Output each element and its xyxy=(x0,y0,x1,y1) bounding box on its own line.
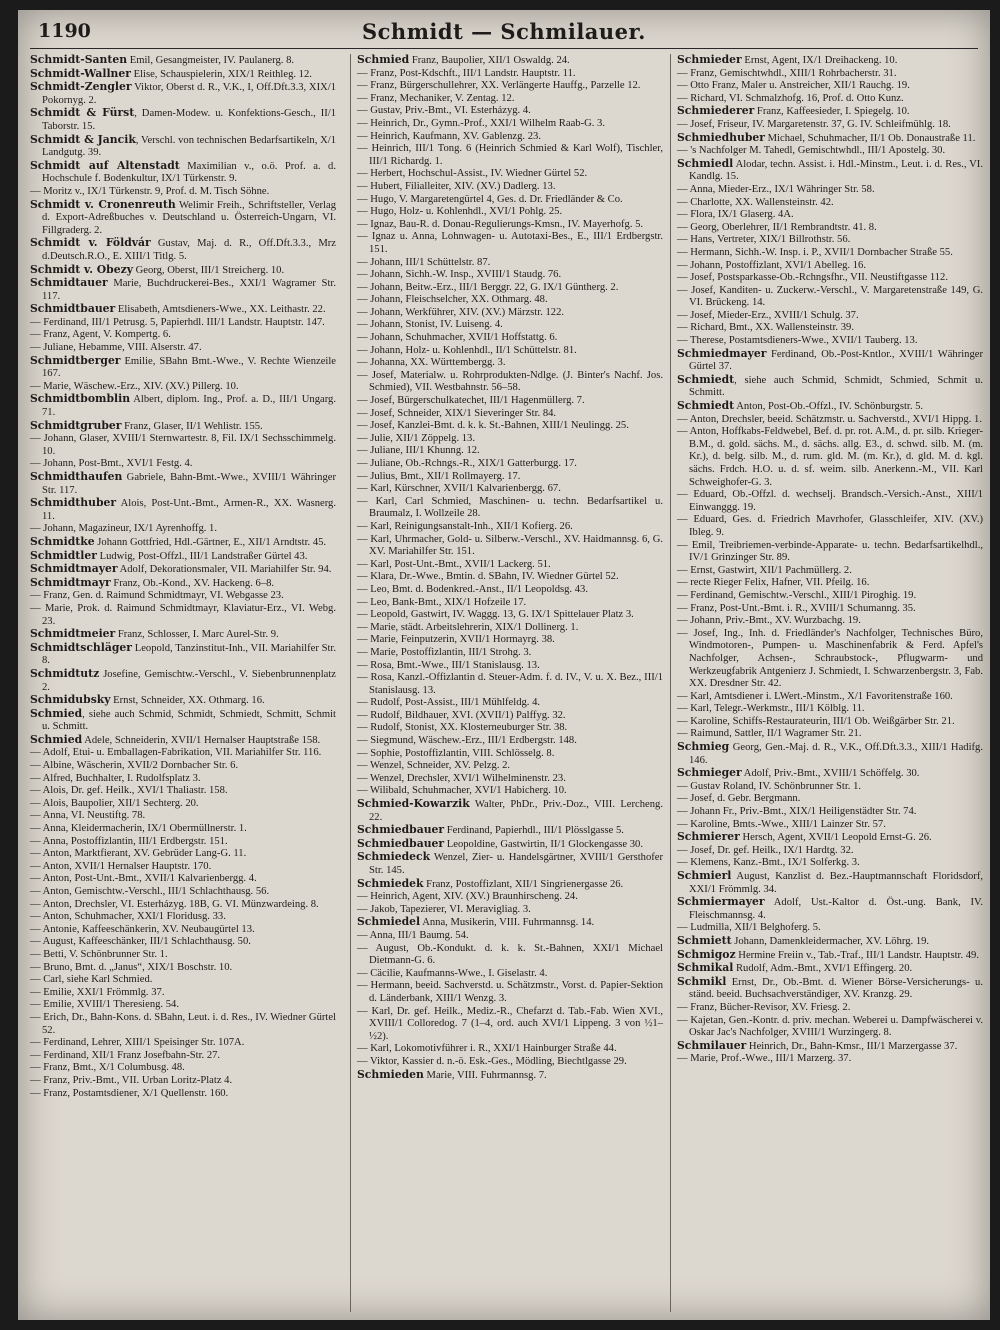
directory-entry: Schmidtmayr Franz, Ob.-Kond., XV. Hackeng. 6–8. xyxy=(30,575,275,589)
directory-entry: — Leo, Bank-Bmt., XIX/1 Hofzeile 17. xyxy=(357,596,527,608)
directory-entry: — Ferdinand, Lehrer, XIII/1 Speisinger Str. 107A. xyxy=(30,1037,245,1049)
directory-entry: Schmidt & Fürst, Damen-Modew. u. Konfektions-Gesch., II/1 Taborstr. 15. xyxy=(30,106,336,132)
directory-entry: — Karl, Amtsdiener i. LWert.-Minstm., X/1 Favoritenstraße 160. xyxy=(677,690,953,702)
directory-entry: — Johann, Priv.-Bmt., XV. Wurzbachg. 19. xyxy=(677,615,861,627)
page-header xyxy=(30,18,978,49)
directory-entry: — Franz, Post-Kdschft., III/1 Landstr. Hauptstr. 11. xyxy=(357,67,576,79)
directory-entry: Schmigoz Hermine Freiin v., Tab.-Traf., III/1 Landstr. Hauptstr. 49. xyxy=(677,947,980,961)
directory-entry: — Anna, Kleidermacherin, IX/1 Obermüllnerstr. 1. xyxy=(30,823,247,835)
directory-entry: — Charlotte, XX. Wallensteinstr. 42. xyxy=(677,196,834,208)
directory-entry: — Johann, Fleischselcher, XX. Othmarg. 48. xyxy=(357,294,548,306)
directory-entry: — Josef, Schneider, XIX/1 Sieveringer Str. 84. xyxy=(357,407,557,419)
directory-entry: — Karoline, Bmts.-Wwe., XIII/1 Lainzer Str. 57. xyxy=(677,818,886,830)
directory-entry: Schmidt auf Altenstadt Maximilian v., o.ö. Prof. a. d. Hochschule f. Bodenkultur, IX/1 Türkenstr. 9. xyxy=(30,158,336,185)
directory-entry: Schmiedeck Wenzel, Zier- u. Handelsgärtner, XVIII/1 Gersthofer Str. 145. xyxy=(357,850,663,876)
directory-entry: — Richard, Bmt., XX. Wallensteinstr. 39. xyxy=(677,322,854,334)
directory-entry: — Karl, Kürschner, XVII/1 Kalvarienbergg. 67. xyxy=(357,483,561,495)
directory-entry: — 's Nachfolger M. Tahedl, Gemischtwhdl., III/1 Apostelg. 30. xyxy=(677,145,946,157)
directory-entry: — Anton, Hoffkabs-Feldwebel, Bef. d. pr. rot. A.M., d. pr. silb. Krieger-B.M., d. gold. sächs. M., d. sächs. allg. E3., d. schwd. silb. M. (m. Kr.), d. belg. silb. M., d. rum. gld. M. (m. Kr.), d. gld. M. d. kgl. sächs. Frdch. H.O. u. d. sf. weim. silb. Anerkenn.-M., VII. Karl Schweighofer-G. 3. xyxy=(677,426,983,488)
directory-entry: — Franz, Bücher-Revisor, XV. Friesg. 2. xyxy=(677,1001,851,1013)
directory-entry: — Johann Fr., Priv.-Bmt., XIX/1 Heiligenstädter Str. 74. xyxy=(677,806,917,818)
directory-entry: — Johann, Postoffizlant, XVI/1 Abelleg. 16. xyxy=(677,259,867,271)
directory-entry: Schmiedbauer Ferdinand, Papierhdl., III/1 Plösslgasse 5. xyxy=(357,823,624,837)
directory-entry: Schmied, siehe auch Schmid, Schmidt, Schmiedt, Schmitt, Schmit u. Schmitt. xyxy=(30,706,336,733)
column-3 xyxy=(670,54,983,1312)
directory-entry: — Josef, Bürgerschulkatechet, III/1 Hagenmüllerg. 7. xyxy=(357,395,585,407)
directory-entry: — Julius, Bmt., XII/1 Rollmayerg. 17. xyxy=(357,470,521,482)
directory-entry: — Raimund, Sattler, II/1 Wagramer Str. 21. xyxy=(677,728,862,740)
directory-entry: Schmidt v. Obezy Georg, Oberst, III/1 Streicherg. 10. xyxy=(30,262,285,276)
directory-entry: — Anna, VI. Neustiftg. 78. xyxy=(30,810,146,822)
directory-entry: — Georg, Oberlehrer, II/1 Rembrandtstr. 41. 8. xyxy=(677,221,877,233)
directory-entry: — Marie, städt. Arbeitslehrerin, XIX/1 Dollinerg. 1. xyxy=(357,621,579,633)
directory-entry: — Johann, Beitw.-Erz., III/1 Berggr. 22, G. IX/1 Güntherg. 2. xyxy=(357,281,619,293)
directory-entry: — Rosa, Bmt.-Wwe., III/1 Stanislausg. 13. xyxy=(357,659,540,671)
directory-entry: — Moritz v., IX/1 Türkenstr. 9, Prof. d. M. Tisch Söhne. xyxy=(30,185,270,197)
directory-entry: Schmiedl Alodar, techn. Assist. i. Hdl.-Minstm., Leut. i. d. Res., VI. Kandlg. 15. xyxy=(677,156,983,183)
directory-entry: Schmidt & Jancik, Verschl. von technischen Bedarfsartikeln, X/1 Landgutg. 39. xyxy=(30,132,336,159)
directory-entry: Schmiedt, siehe auch Schmid, Schmidt, Schmied, Schmit u. Schmitt. xyxy=(677,372,983,399)
directory-entry: — Johann, III/1 Schüttelstr. 87. xyxy=(357,256,491,268)
directory-entry: Schmidtberger Emilie, SBahn Bmt.-Wwe., V. Rechte Wienzeile 167. xyxy=(30,353,336,380)
directory-entry: — Johann, Stonist, IV. Luiseng. 4. xyxy=(357,319,503,331)
directory-entry: — Albine, Wäscherin, XVII/2 Dornbacher Str. 6. xyxy=(30,760,239,772)
directory-entry: — Ignaz u. Anna, Lohnwagen- u. Autotaxi-Bes., E., III/1 Erdbergstr. 151. xyxy=(357,231,663,255)
directory-entry: — Emil, Treibriemen-verbinde-Apparate- u. techn. Bedarfsartikelhdl., IV/1 Grinzinger Str. 89. xyxy=(677,539,983,564)
directory-entry: — Rudolf, Bildhauer, XVI. (XVII/1) Palffyg. 32. xyxy=(357,709,566,721)
directory-entry: — Bruno, Bmt. d. „Janus“, XIX/1 Boschstr. 10. xyxy=(30,961,233,973)
directory-entry: — Anton, Drechsler, VI. Esterházyg. 18B, G. VI. Münzwardeing. 8. xyxy=(30,898,319,910)
directory-entry: — Heinrich, III/1 Tong. 6 (Heinrich Schmied & Karl Wolf), Tischler, III/1 Richardg. 1. xyxy=(357,143,663,167)
directory-entry: — Josef, d. Gebr. Bergmann. xyxy=(677,793,801,805)
directory-entry: — Sophie, Postoffizlantin, VIII. Schlösselg. 8. xyxy=(357,747,555,759)
directory-entry: — Richard, VI. Schmalzhofg. 16, Prof. d. Otto Kunz. xyxy=(677,92,904,104)
directory-entry: Schmidtmayer Adolf, Dekorationsmaler, VII. Mariahilfer Str. 94. xyxy=(30,562,332,576)
directory-entry: Schmieder Ernst, Agent, IX/1 Dreihackeng. 10. xyxy=(677,54,898,66)
directory-entry: — Franz, Bmt., X/1 Columbusg. 48. xyxy=(30,1062,185,1074)
directory-entry: — Johann, Post-Bmt., XVI/1 Festg. 4. xyxy=(30,458,193,470)
directory-entry: — August, Kaffeeschänker, III/1 Schlachthausg. 50. xyxy=(30,936,251,948)
directory-entry: — Emilie, XXI/1 Frömmlg. 37. xyxy=(30,986,165,998)
directory-entry: Schmidtauer Marie, Buchdruckerei-Bes., XXI/1 Wagramer Str. 117. xyxy=(30,276,336,302)
directory-entry: — Josef, Mieder-Erz., XVIII/1 Schulg. 37. xyxy=(677,309,859,321)
directory-entry: — Anna, Postoffizlantin, III/1 Erdbergstr. 151. xyxy=(30,835,228,847)
directory-entry: — Karl, Post-Unt.-Bmt., XVII/1 Lackerg. 51. xyxy=(357,558,551,570)
directory-entry: — Johann, Holz- u. Kohlenhdl., II/1 Schüttelstr. 81. xyxy=(357,344,577,356)
directory-entry: Schmiermayer Adolf, Ust.-Kaltor d. Öst.-ung. Bank, IV. Fleischmannsg. 4. xyxy=(677,895,983,921)
directory-entry: — Karl, Lokomotivführer i. R., XXI/1 Hainburger Straße 44. xyxy=(357,1043,617,1055)
directory-entry: — Adolf, Etui- u. Emballagen-Fabrikation, VII. Mariahilfer Str. 116. xyxy=(30,747,322,759)
directory-entry: — Franz, Agent, V. Kompertg. 6. xyxy=(30,329,171,341)
directory-entry: — Rudolf, Stonist, XX. Klosterneuburger Str. 38. xyxy=(357,722,568,734)
directory-entry: — Marie, Wäschew.-Erz., XIV. (XV.) Pillerg. 10. xyxy=(30,380,239,392)
directory-entry: — Anton, XVII/1 Hernalser Hauptstr. 170. xyxy=(30,860,212,872)
directory-entry: — Josef, Postsparkasse-Ob.-Rchngsfhr., VII. Neustiftgasse 112. xyxy=(677,272,948,284)
directory-entry: — Heinrich, Kaufmann, XV. Gablenzg. 23. xyxy=(357,130,541,142)
directory-entry: — Johann, Sichh.-W. Insp., XVIII/1 Staudg. 76. xyxy=(357,269,562,281)
page-number: 1190 xyxy=(38,20,91,42)
directory-entry: Schmidtbomblin Albert, diplom. Ing., Prof. a. D., III/1 Ungarg. 71. xyxy=(30,392,336,419)
directory-entry: — Johann, Magazineur, IX/1 Ayrenhoffg. 1. xyxy=(30,523,217,535)
directory-entry: — Franz, Post-Unt.-Bmt. i. R., XVIII/1 Schumanng. 35. xyxy=(677,602,916,614)
directory-entry: — Karl, Carl Schmied, Maschinen- u. techn. Bedarfsartikel u. Braumalz, I. Wollzeile 28. xyxy=(357,495,663,520)
directory-entry: — Anton, Gemischtw.-Verschl., III/1 Schlachthausg. 56. xyxy=(30,886,270,897)
directory-entry: — Anton, Drechsler, beeid. Schätzmstr. u. Sachverstd., XVI/1 Hippg. 1. xyxy=(677,413,982,425)
directory-entry: — Josef, Kanditen- u. Zuckerw.-Verschl., V. Margaretenstraße 149, G. VI. Brückeng. 14. xyxy=(677,284,983,309)
directory-entry: — Anna, Mieder-Erz., IX/1 Währinger Str. 58. xyxy=(677,183,875,195)
directory-entry: — Marie, Feinputzerin, XVII/1 Hormayrg. 38. xyxy=(357,634,555,646)
directory-entry: — Karl, Telegr.-Werkmstr., III/1 Kölblg. 11. xyxy=(677,703,865,715)
directory-entry: — Alois, Dr. gef. Heilk., XVI/1 Thaliastr. 158. xyxy=(30,785,228,797)
directory-entry: Schmidthuber Alois, Post-Unt.-Bmt., Armen-R., XX. Wasnerg. 11. xyxy=(30,496,336,522)
directory-entry: — Johanna, XX. Württembergg. 3. xyxy=(357,357,506,369)
directory-entry: — Anton, Schuhmacher, XXI/1 Floridusg. 33. xyxy=(30,911,226,923)
directory-entry: Schmiederer Franz, Kaffeesieder, I. Spiegelg. 10. xyxy=(677,104,910,118)
directory-entry: — Erich, Dr., Bahn-Kons. d. SBahn, Leut. i. d. Res., IV. Wiedner Gürtel 52. xyxy=(30,1011,336,1036)
directory-page xyxy=(18,10,990,1320)
directory-entry: Schmidt-Wallner Elise, Schauspielerin, XIX/1 Reithleg. 12. xyxy=(30,66,312,80)
directory-entry: — Viktor, Kassier d. n.-ö. Esk.-Ges., Mödling, Biechtlgasse 29. xyxy=(357,1055,627,1067)
directory-entry: — Hugo, V. Margaretengürtel 4, Ges. d. Dr. Friedländer & Co. xyxy=(357,193,623,205)
directory-entry: Schmierer Hersch, Agent, XVII/1 Leopold Ernst-G. 26. xyxy=(677,830,932,844)
directory-entry: Schmied-Kowarzik Walter, PhDr., Priv.-Doz., VIII. Lercheng. 22. xyxy=(357,797,663,823)
directory-entry: — recte Rieger Felix, Hafner, VII. Pfeilg. 16. xyxy=(677,577,870,589)
directory-entry: Schmiedbauer Leopoldine, Gastwirtin, II/1 Glockengasse 30. xyxy=(357,836,644,850)
directory-entry: — Juliane, III/1 Khunng. 12. xyxy=(357,445,480,457)
directory-entry: — Hans, Vertreter, XIX/1 Billrothstr. 56. xyxy=(677,234,851,246)
directory-entry: Schmidtler Ludwig, Post-Offzl., III/1 Landstraßer Gürtel 43. xyxy=(30,548,308,562)
directory-entry: — Kajetan, Gen.-Kontr. d. priv. mechan. Weberei u. Dampfwäscherei v. Oskar Jac's Nachfolger, XVIII/1 Wurzingerg. 8. xyxy=(677,1014,983,1039)
directory-entry: — Anton, Marktfierant, XV. Gebrüder Lang-G. 11. xyxy=(30,848,247,860)
directory-entry: Schmieden Marie, VIII. Fuhrmannsg. 7. xyxy=(357,1067,547,1081)
directory-entry: — Hubert, Filialleiter, XIV. (XV.) Dadlerg. 13. xyxy=(357,180,556,192)
directory-entry: — Eduard, Ob.-Offzl. d. wechselj. Brandsch.-Versich.-Anst., XIII/1 Einwanggg. 19. xyxy=(677,489,983,513)
directory-entry: — Marie, Prok. d. Raimund Schmidtmayr, Klaviatur-Erz., VI. Webg. 23. xyxy=(30,602,336,627)
column-2 xyxy=(350,54,663,1312)
directory-entry: — Emilie, XVIII/1 Theresieng. 54. xyxy=(30,999,179,1011)
directory-entry: — Eduard, Ges. d. Friedrich Mavrhofer, Glasschleifer, XIV. (XV.) Ibleg. 9. xyxy=(677,514,983,538)
directory-entry: — Alois, Baupolier, XII/1 Sechterg. 20. xyxy=(30,797,199,809)
directory-entry: — Heinrich, Agent, XIV. (XV.) Braunhirscheng. 24. xyxy=(357,891,578,903)
directory-entry: — Herbert, Hochschul-Assist., IV. Wiedner Gürtel 52. xyxy=(357,168,588,180)
directory-entry: — Ludmilla, XII/1 Belghoferg. 5. xyxy=(677,922,821,934)
directory-entry: Schmidt-Zengler Viktor, Oberst d. R., V.K., I, Off.Dft.3.3, XIX/1 Pokornyg. 2. xyxy=(30,80,336,106)
directory-entry: — Franz, Gemischtwhdl., XIII/1 Rohrbacherstr. 31. xyxy=(677,67,897,79)
directory-entry: Schmidubsky Ernst, Schneider, XX. Othmarg. 16. xyxy=(30,693,265,707)
directory-entry: Schmieg Georg, Gen.-Maj. d. R., V.K., Off.Dft.3.3., XIII/1 Hadifg. 146. xyxy=(677,740,983,766)
directory-entry: — Josef, Materialw. u. Rohrprodukten-Ndlge. (J. Binter's Nachf. Jos. Schmied), VII. Westbahnstr. 56–58. xyxy=(357,369,663,394)
directory-entry: — Josef, Dr. gef. Heilk., IX/1 Hardtg. 32. xyxy=(677,844,854,856)
directory-entry: Schmiett Johann, Damenkleidermacher, XV. Löhrg. 19. xyxy=(677,933,930,947)
directory-entry: Schmidtbauer Elisabeth, Amtsdieners-Wwe., XX. Leithastr. 22. xyxy=(30,302,326,316)
directory-entry: — Franz, Mechaniker, V. Zentag. 12. xyxy=(357,92,515,104)
directory-entry: — Juliane, Hebamme, VIII. Alserstr. 47. xyxy=(30,342,202,354)
directory-entry: — Ferdinand, Gemischtw.-Verschl., XIII/1 Piroghig. 19. xyxy=(677,589,917,601)
directory-entry: Schmidtschläger Leopold, Tanzinstitut-Inh., VII. Mariahilfer Str. 8. xyxy=(30,640,336,667)
directory-entry: — Franz, Priv.-Bmt., VII. Urban Loritz-Platz 4. xyxy=(30,1074,233,1086)
directory-entry: Schmieger Adolf, Priv.-Bmt., XVIII/1 Schöffelg. 30. xyxy=(677,766,920,780)
directory-entry: Schmidt-Santen Emil, Gesangmeister, IV. Paulanerg. 8. xyxy=(30,54,295,66)
directory-entry: — Gustav, Priv.-Bmt., VI. Esterházyg. 4. xyxy=(357,105,531,117)
directory-entry: — Betti, V. Schönbrunner Str. 1. xyxy=(30,948,168,960)
directory-entry: — Josef, Ing., Inh. d. Friedländer's Nachfolger, Technisches Büro, Windmotoren-, Pumpen- u. Maschinenfabrik & Ferd. Apfel's Nachfolger, Achsen-, Schraubstock-, Pflugwarm- und Werkzeugfabrik Antgenierz J. Schmiedt, I. Schwarzenbergstr. 3, Fab. XX. Dresdner Str. 42. xyxy=(677,627,983,690)
directory-entry: — Flora, IX/1 Glaserg. 4A. xyxy=(677,209,794,221)
directory-entry: Schmidthaufen Gabriele, Bahn-Bmt.-Wwe., XVIII/1 Währinger Str. 117. xyxy=(30,470,336,496)
directory-entry: — August, Ob.-Kondukt. d. k. k. St.-Bahnen, XXI/1 Michael Dietmann-G. 6. xyxy=(357,942,663,967)
directory-entry: Schmiedt Anton, Post-Ob.-Offzl., IV. Schönburgstr. 5. xyxy=(677,399,924,413)
directory-entry: — Johann, Schuhmacher, XVII/1 Hoffstattg. 6. xyxy=(357,332,558,344)
directory-entry: — Hermann, beeid. Sachverstd. u. Schätzmstr., Vorst. d. Papier-Sektion d. Länderbank, XIII/1 Wenzg. 3. xyxy=(357,980,663,1004)
directory-entry: — Therese, Postamtsdieners-Wwe., XVII/1 Tauberg. 13. xyxy=(677,335,918,347)
directory-entry: — Ignaz, Bau-R. d. Donau-Regulierungs-Kmsn., IV. Mayerhofg. 5. xyxy=(357,218,644,230)
directory-entry: — Anna, III/1 Baumg. 54. xyxy=(357,929,469,941)
directory-entry: — Leopold, Gastwirt, IV. Waggg. 13, G. IX/1 Spittelauer Platz 3. xyxy=(357,609,634,621)
directory-entry: — Julie, XII/1 Zöppelg. 13. xyxy=(357,432,475,444)
page-title: Schmidt — Schmilauer. xyxy=(361,19,646,44)
directory-entry: — Cäcilie, Kaufmanns-Wwe., I. Giselastr. 4. xyxy=(357,967,548,979)
directory-entry: — Ferdinand, III/1 Petrusg. 5, Papierhdl. III/1 Landstr. Hauptstr. 147. xyxy=(30,316,325,328)
column-1 xyxy=(30,54,336,1312)
directory-entry: — Siegmund, Wäschew.-Erz., III/1 Erdbergstr. 148. xyxy=(357,735,577,747)
directory-entry: — Klemens, Kanz.-Bmt., IX/1 Solferkg. 3. xyxy=(677,857,860,869)
directory-entry: — Franz, Postamtsdiener, X/1 Quellenstr. 160. xyxy=(30,1087,229,1099)
directory-entry: — Heinrich, Dr., Gymn.-Prof., XXI/1 Wilhelm Raab-G. 3. xyxy=(357,117,605,129)
directory-entry: Schmidt v. Földvár Gustav, Maj. d. R., Off.Dft.3.3., Mrz d.Deutsch.R.O., E. XIII/1 Titlg. 5. xyxy=(30,236,336,262)
directory-entry: Schmidtgruber Franz, Glaser, II/1 Wehlistr. 155. xyxy=(30,418,263,432)
directory-entry: — Hugo, Holz- u. Kohlenhdl., XVI/1 Pohlg. 25. xyxy=(357,206,563,218)
directory-entry: — Carl, siehe Karl Schmied. xyxy=(30,974,153,986)
directory-entry: — Ferdinand, XII/1 Franz Josefbahn-Str. 27. xyxy=(30,1049,221,1061)
directory-entry: — Jakob, Tapezierer, VI. Meravigliag. 3. xyxy=(357,903,531,915)
directory-entry: — Antonie, Kaffeeschänkerin, XV. Neubaugürtel 13. xyxy=(30,923,255,935)
directory-entry: Schmiedel Anna, Musikerin, VIII. Fuhrmannsg. 14. xyxy=(357,915,595,929)
directory-entry: — Gustav Roland, IV. Schönbrunner Str. 1. xyxy=(677,780,862,792)
directory-entry: — Alfred, Buchhalter, I. Rudolfsplatz 3. xyxy=(30,772,201,784)
directory-entry: Schmikal Rudolf, Adm.-Bmt., XVI/1 Effingerg. 20. xyxy=(677,961,913,975)
directory-entry: Schmidtke Johann Gottfried, Hdl.-Gärtner, E., XII/1 Arndtstr. 45. xyxy=(30,534,327,548)
directory-entry: — Wilibald, Schuhmacher, XVI/1 Habicherg. 10. xyxy=(357,785,567,797)
directory-entry: — Karl, Reinigungsanstalt-Inh., XII/1 Kofierg. 26. xyxy=(357,520,573,532)
directory-entry: — Ernst, Gastwirt, XII/1 Pachmüllerg. 2. xyxy=(677,564,852,576)
directory-entry: — Leo, Bmt. d. Bodenkred.-Anst., II/1 Leopoldsg. 43. xyxy=(357,583,588,595)
directory-entry: Schmied Adele, Schneiderin, XVII/1 Hernalser Hauptstraße 158. xyxy=(30,732,321,746)
directory-entry: — Juliane, Ob.-Rchngs.-R., XIX/1 Gatterburgg. 17. xyxy=(357,458,577,469)
directory-entry: Schmiedmayer Ferdinand, Ob.-Post-Kntlor., XVIII/1 Währinger Gürtel 37. xyxy=(677,346,983,373)
directory-entry: Schmierl August, Kanzlist d. Bez.-Hauptmannschaft Floridsdorf, XXI/1 Frömmlg. 34. xyxy=(677,869,983,895)
directory-entry: — Klara, Dr.-Wwe., Bmtin. d. SBahn, IV. Wiedner Gürtel 52. xyxy=(357,571,619,583)
directory-entry: — Josef, Kanzlei-Bmt. d. k. k. St.-Bahnen, XIII/1 Neulingg. 25. xyxy=(357,420,629,432)
directory-entry: — Marie, Prof.-Wwe., III/1 Marzerg. 37. xyxy=(677,1053,852,1065)
directory-entry: Schmiedhuber Michael, Schuhmacher, II/1 Ob. Donaustraße 11. xyxy=(677,130,976,144)
directory-entry: — Hermann, Sichh.-W. Insp. i. P., XVII/1 Dornbacher Straße 55. xyxy=(677,246,953,258)
directory-entry: Schmilauer Heinrich, Dr., Bahn-Kmsr., III/1 Marzergasse 37. xyxy=(677,1038,958,1052)
directory-entry: — Johann, Glaser, XVIII/1 Sternwartestr. 8, Fil. IX/1 Sechsschimmelg. 10. xyxy=(30,433,336,457)
directory-entry: — Otto Franz, Maler u. Anstreicher, XII/1 Rauchg. 19. xyxy=(677,80,910,92)
directory-entry: — Franz, Bürgerschullehrer, XX. Verlängerte Hauffg., Parzelle 12. xyxy=(357,80,641,92)
directory-entry: — Josef, Friseur, IV. Margaretenstr. 37, G. IV. Schleifmühlg. 18. xyxy=(677,118,951,130)
directory-entry: Schmiedek Franz, Postoffizlant, XII/1 Singrienergasse 26. xyxy=(357,876,624,890)
directory-entry: — Rosa, Kanzl.-Offizlantin d. Steuer-Adm. f. d. IV., V. u. X. Bez., III/1 Stanislausg. 13. xyxy=(357,672,663,696)
directory-entry: — Wenzel, Drechsler, XVI/1 Wilhelminenstr. 23. xyxy=(357,772,566,784)
directory-entry: Schmidtutz Josefine, Gemischtw.-Verschl., V. Siebenbrunnenplatz 2. xyxy=(30,666,336,693)
directory-entry: Schmidt v. Cronenreuth Welimir Freih., Schriftsteller, Verlag d. Export-Adreßbuches v. Deutschland u. Österreich-Ungarn, VI. Fillgraderg. 2. xyxy=(30,197,336,236)
directory-entry: Schmied Franz, Baupolier, XII/1 Oswaldg. 24. xyxy=(357,54,570,66)
directory-entry: — Wenzel, Schneider, XV. Pelzg. 2. xyxy=(357,760,511,772)
directory-entry: — Karl, Uhrmacher, Gold- u. Silberw.-Verschl., XV. Haidmannsg. 6, G. XV. Mariahilfer Str. 151. xyxy=(357,533,663,558)
directory-entry: — Johann, Werkführer, XIV. (XV.) Märzstr. 122. xyxy=(357,306,565,318)
directory-entry: — Karoline, Schiffs-Restaurateurin, III/1 Ob. Weißgärber Str. 21. xyxy=(677,715,955,727)
directory-entry: — Karl, Dr. gef. Heilk., Mediz.-R., Chefarzt d. Tab.-Fab. Wien XVI., XVIII/1 Colloredog. 7 (1–4, ord. auch XVI/1 Lippeng. 3 von ½1–½2). xyxy=(357,1005,663,1042)
directory-entry: — Marie, Postoffizlantin, III/1 Strohg. 3. xyxy=(357,646,532,658)
directory-entry: Schmikl Ernst, Dr., Ob.-Bmt. d. Wiener Börse-Versicherungs- u. ständ. beeid. Buchsachverständiger, XV. Kranzg. 29. xyxy=(677,974,983,1001)
directory-entry: Schmidtmeier Franz, Schlosser, I. Marc Aurel-Str. 9. xyxy=(30,627,279,641)
directory-entry: — Franz, Gen. d. Raimund Schmidtmayr, VI. Webgasse 23. xyxy=(30,590,284,602)
directory-entry: — Anton, Post-Unt.-Bmt., XVII/1 Kalvarienbergg. 4. xyxy=(30,873,257,885)
directory-entry: — Rudolf, Post-Assist., III/1 Mühlfeldg. 4. xyxy=(357,697,541,709)
